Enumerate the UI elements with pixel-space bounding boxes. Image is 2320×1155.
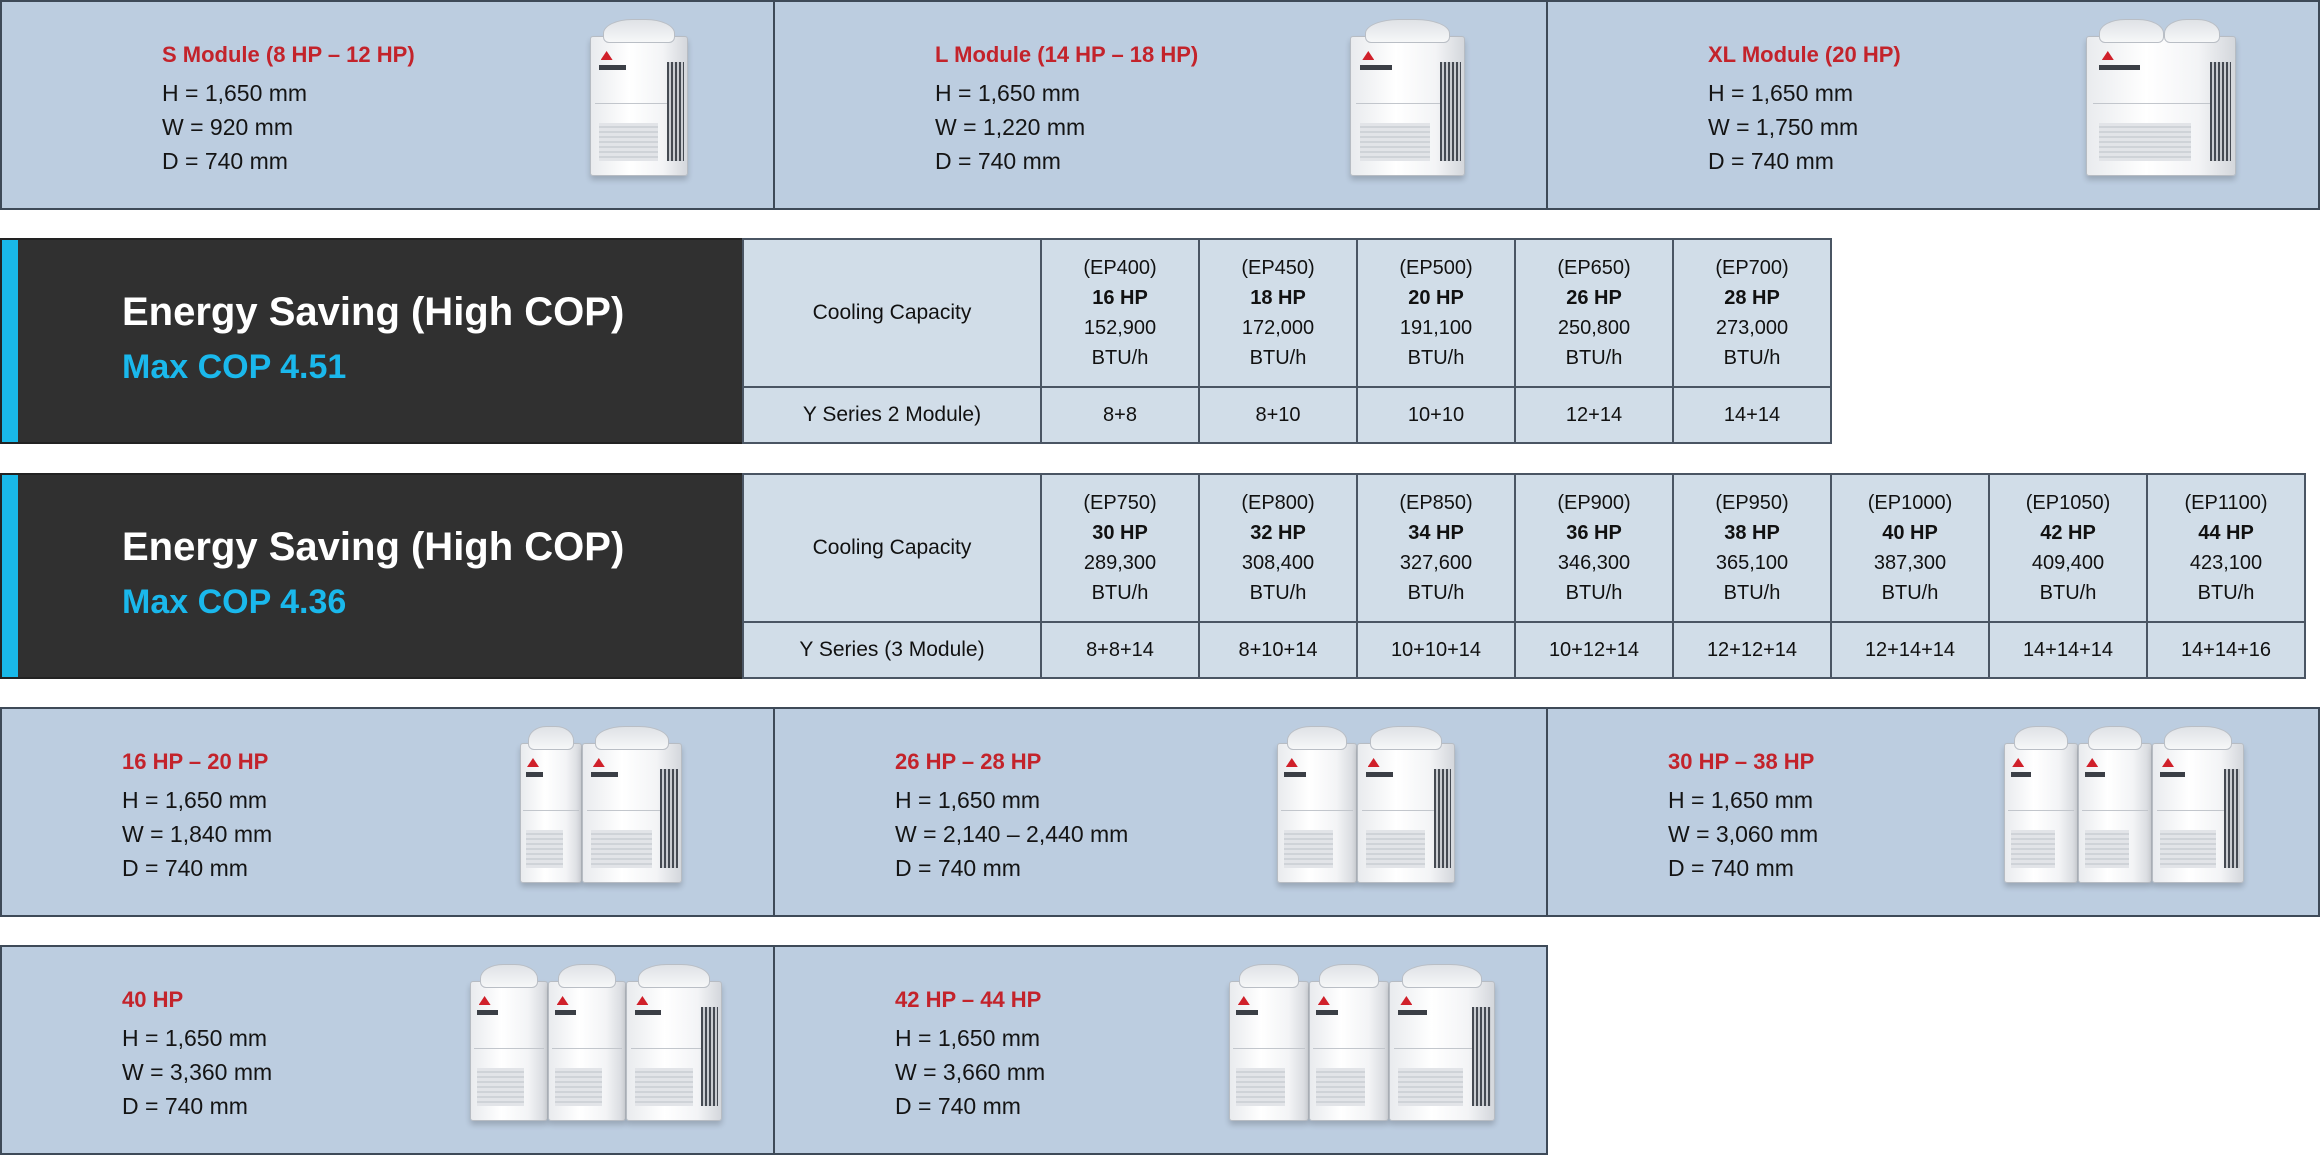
combination-cell: 8+10 [1199,387,1357,443]
model-cell: (EP850) 34 HP 327,600 BTU/h [1357,474,1515,622]
combo-card-16-20hp [0,707,775,917]
height-spec: H = 1,650 mm [122,787,268,813]
combination-cell: 12+14+14 [1831,622,1989,678]
height-spec: H = 1,650 mm [895,1025,1041,1051]
max-cop: Max COP 4.36 [122,583,347,621]
width-spec: W = 920 mm [162,114,294,140]
width-spec: W = 3,660 mm [895,1059,1046,1085]
width-spec: W = 1,750 mm [1708,114,1859,140]
combo-card-42-44hp [773,945,1548,1155]
combo-card-30-38hp [1546,707,2320,917]
accent-bar [2,240,18,442]
accent-bar [2,475,18,677]
depth-spec: D = 740 mm [935,148,1061,174]
spec-table-3module [742,473,2306,679]
model-cell: (EP400) 16 HP 152,900 BTU/h [1041,239,1199,387]
outdoor-unit-image [2086,36,2236,176]
series-heading: Energy Saving (High COP) [122,525,625,569]
combo-card-40hp [0,945,775,1155]
model-cell: (EP700) 28 HP 273,000 BTU/h [1673,239,1831,387]
depth-spec: D = 740 mm [122,1093,248,1119]
depth-spec: D = 740 mm [895,855,1021,881]
combo-title: 26 HP – 28 HP [895,749,1042,774]
module-card-xl [1546,0,2320,210]
module-title: XL Module (20 HP) [1708,42,1901,67]
series-heading: Energy Saving (High COP) [122,290,625,334]
spec-table-2module [742,238,1832,444]
module-title: S Module (8 HP – 12 HP) [162,42,415,67]
combination-cell: 14+14+16 [2147,622,2305,678]
combination-cell: 8+8 [1041,387,1199,443]
module-combination-label: Y Series (3 Module) [743,622,1041,678]
combo-title: 40 HP [122,987,184,1012]
model-cell: (EP800) 32 HP 308,400 BTU/h [1199,474,1357,622]
model-cell: (EP750) 30 HP 289,300 BTU/h [1041,474,1199,622]
energy-saving-band-2module [0,238,744,444]
model-cell: (EP1000) 40 HP 387,300 BTU/h [1831,474,1989,622]
combination-cell: 10+10 [1357,387,1515,443]
combination-cell: 8+10+14 [1199,622,1357,678]
max-cop: Max COP 4.51 [122,348,347,386]
height-spec: H = 1,650 mm [1708,80,1854,106]
module-card-s [0,0,775,210]
capacity-row [743,474,2305,622]
model-cell: (EP650) 26 HP 250,800 BTU/h [1515,239,1673,387]
model-cell: (EP450) 18 HP 172,000 BTU/h [1199,239,1357,387]
model-cell: (EP950) 38 HP 365,100 BTU/h [1673,474,1831,622]
depth-spec: D = 740 mm [1668,855,1794,881]
depth-spec: D = 740 mm [895,1093,1021,1119]
height-spec: H = 1,650 mm [935,80,1081,106]
model-cell: (EP500) 20 HP 191,100 BTU/h [1357,239,1515,387]
combination-row [743,387,1831,443]
combo-card-26-28hp [773,707,1548,917]
depth-spec: D = 740 mm [122,855,248,881]
module-combination-label: Y Series 2 Module) [743,387,1041,443]
height-spec: H = 1,650 mm [162,80,308,106]
capacity-row [743,239,1831,387]
cooling-capacity-label: Cooling Capacity [743,239,1041,387]
model-cell: (EP1050) 42 HP 409,400 BTU/h [1989,474,2147,622]
width-spec: W = 3,360 mm [122,1059,273,1085]
outdoor-unit-image [1350,36,1465,176]
height-spec: H = 1,650 mm [1668,787,1814,813]
outdoor-unit-image [590,36,688,176]
depth-spec: D = 740 mm [162,148,288,174]
combo-title: 42 HP – 44 HP [895,987,1042,1012]
outdoor-unit-triple-image [470,981,722,1121]
outdoor-unit-triple-image [2004,743,2244,883]
width-spec: W = 2,140 – 2,440 mm [895,821,1129,847]
model-cell: (EP1100) 44 HP 423,100 BTU/h [2147,474,2305,622]
height-spec: H = 1,650 mm [122,1025,268,1051]
combination-cell: 14+14+14 [1989,622,2147,678]
outdoor-unit-pair-image [520,743,682,883]
combination-cell: 8+8+14 [1041,622,1199,678]
combination-cell: 10+12+14 [1515,622,1673,678]
width-spec: W = 1,220 mm [935,114,1086,140]
combo-title: 30 HP – 38 HP [1668,749,1815,774]
combo-title: 16 HP – 20 HP [122,749,269,774]
energy-saving-band-3module [0,473,744,679]
combination-cell: 12+12+14 [1673,622,1831,678]
width-spec: W = 1,840 mm [122,821,273,847]
combination-cell: 10+10+14 [1357,622,1515,678]
width-spec: W = 3,060 mm [1668,821,1819,847]
combination-row [743,622,2305,678]
height-spec: H = 1,650 mm [895,787,1041,813]
combination-cell: 12+14 [1515,387,1673,443]
module-title: L Module (14 HP – 18 HP) [935,42,1199,67]
model-cell: (EP900) 36 HP 346,300 BTU/h [1515,474,1673,622]
module-card-l [773,0,1548,210]
outdoor-unit-triple-image [1229,981,1495,1121]
combination-cell: 14+14 [1673,387,1831,443]
cooling-capacity-label: Cooling Capacity [743,474,1041,622]
depth-spec: D = 740 mm [1708,148,1834,174]
outdoor-unit-pair-image [1277,743,1455,883]
